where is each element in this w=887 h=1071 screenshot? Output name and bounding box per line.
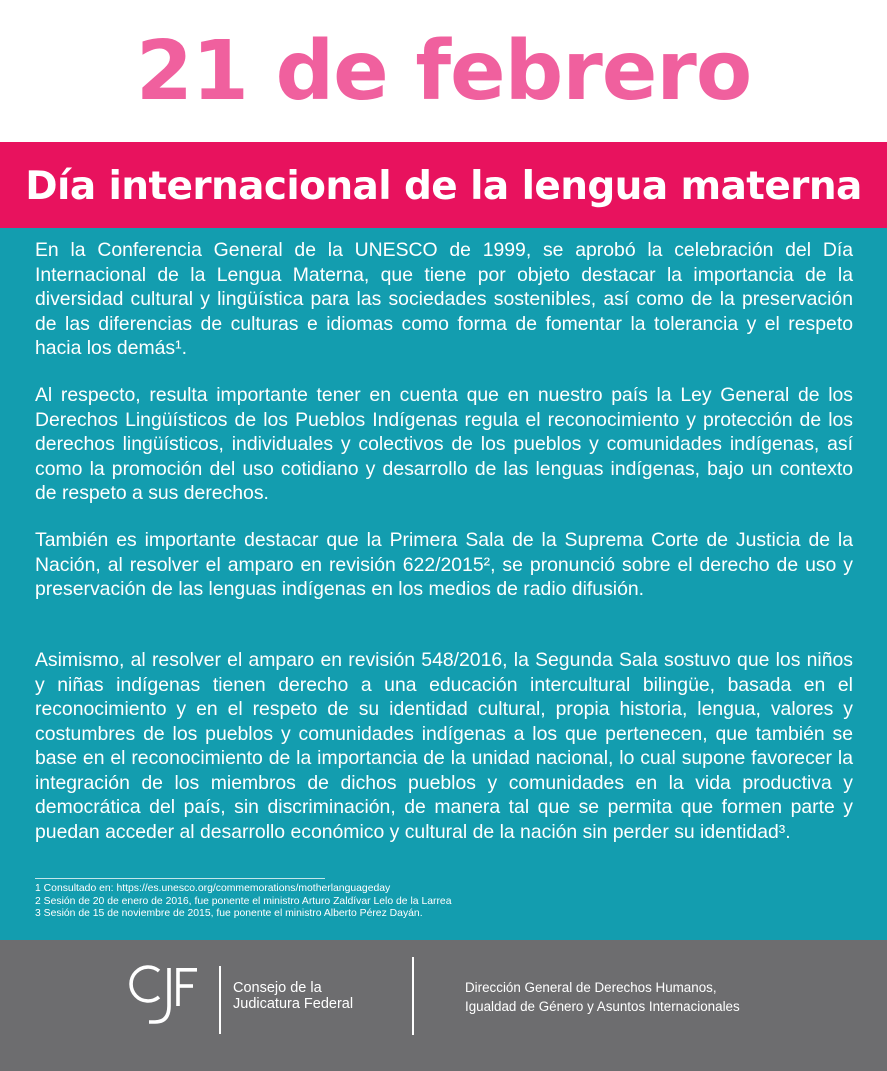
footnote-1: 1 Consultado en: https://es.unesco.org/commemorations/motherlanguageday [35,883,391,894]
footer-divider [412,957,414,1035]
paragraph-primera-sala: También es importante destacar que la Primera Sala de la Suprema Corte de Justicia de la Nación, al resolver el amparo en revisión 622/2015², se pronunció sobre el derecho de uso y preservación de las lenguas indígenas en los medios de radio difusión. [35,529,853,600]
footnotes [35,883,735,921]
page-title: Día internacional de la lengua materna [25,164,862,209]
org-name-line-2: Judicatura Federal [233,996,354,1012]
date-title: 21 de febrero [135,24,752,119]
footnote-divider [35,878,325,879]
body-content [0,228,887,940]
date-header [0,0,887,142]
org-name [233,980,353,1012]
directorate-line-2: Igualdad de Género y Asuntos Internacionales [465,999,740,1014]
paragraph-segunda-sala: Asimismo, al resolver el amparo en revisión 548/2016, la Segunda Sala sostuvo que los niños y niñas indígenas tienen derecho a una educación intercultural bilingüe, basada en el reconocimiento y en el respeto de su identidad cultural, propia historia, lengua, valores y costumbres de los pueblos y comunidades indígenas a los que pertenecen, que también se base en el reconocimiento de la importancia de la unidad nacional, lo cual supone favorecer la integración de los miembros de dichos pueblos y comunidades en la vida productiva y democrática del país, sin discriminación, de manera tal que se permita que formen parte y puedan acceder al desarrollo económico y cultural de la nación sin perder su identidad³. [35,649,853,843]
footer [0,940,887,1071]
footnote-2: 2 Sesión de 20 de enero de 2016, fue ponente el ministro Arturo Zaldívar Lelo de la Larrea [35,895,452,907]
org-name-line-1: Consejo de la [233,980,322,996]
cjf-logo-icon [125,962,205,1032]
directorate-name [465,978,740,1016]
paragraph-ley-general: Al respecto, resulta importante tener en cuenta que en nuestro país la Ley General de los Derechos Lingüísticos de los Pueblos Indígenas regula el reconocimiento y protección de los derechos lingüísticos, individuales y colectivos de los pueblos y comunidades indígenas, así como la promoción del uso cotidiano y desarrollo de las lenguas indígenas, bajo un contexto de respeto a sus derechos. [35,384,853,504]
logo-separator [219,966,221,1034]
footnote-3: 3 Sesión de 15 de noviembre de 2015, fue ponente el ministro Alberto Pérez Dayán. [35,908,423,919]
title-banner [0,142,887,228]
directorate-line-1: Dirección General de Derechos Humanos, [465,980,717,995]
paragraph-unesco: En la Conferencia General de la UNESCO de 1999, se aprobó la celebración del Día Internacional de la Lengua Materna, que tiene por objeto destacar la importancia de la diversidad cultural y lingüística para las sociedades sostenibles, así como de la preservación de las diferencias de culturas e idiomas como forma de fomentar la tolerancia y el respeto hacia los demás¹. [35,239,853,359]
